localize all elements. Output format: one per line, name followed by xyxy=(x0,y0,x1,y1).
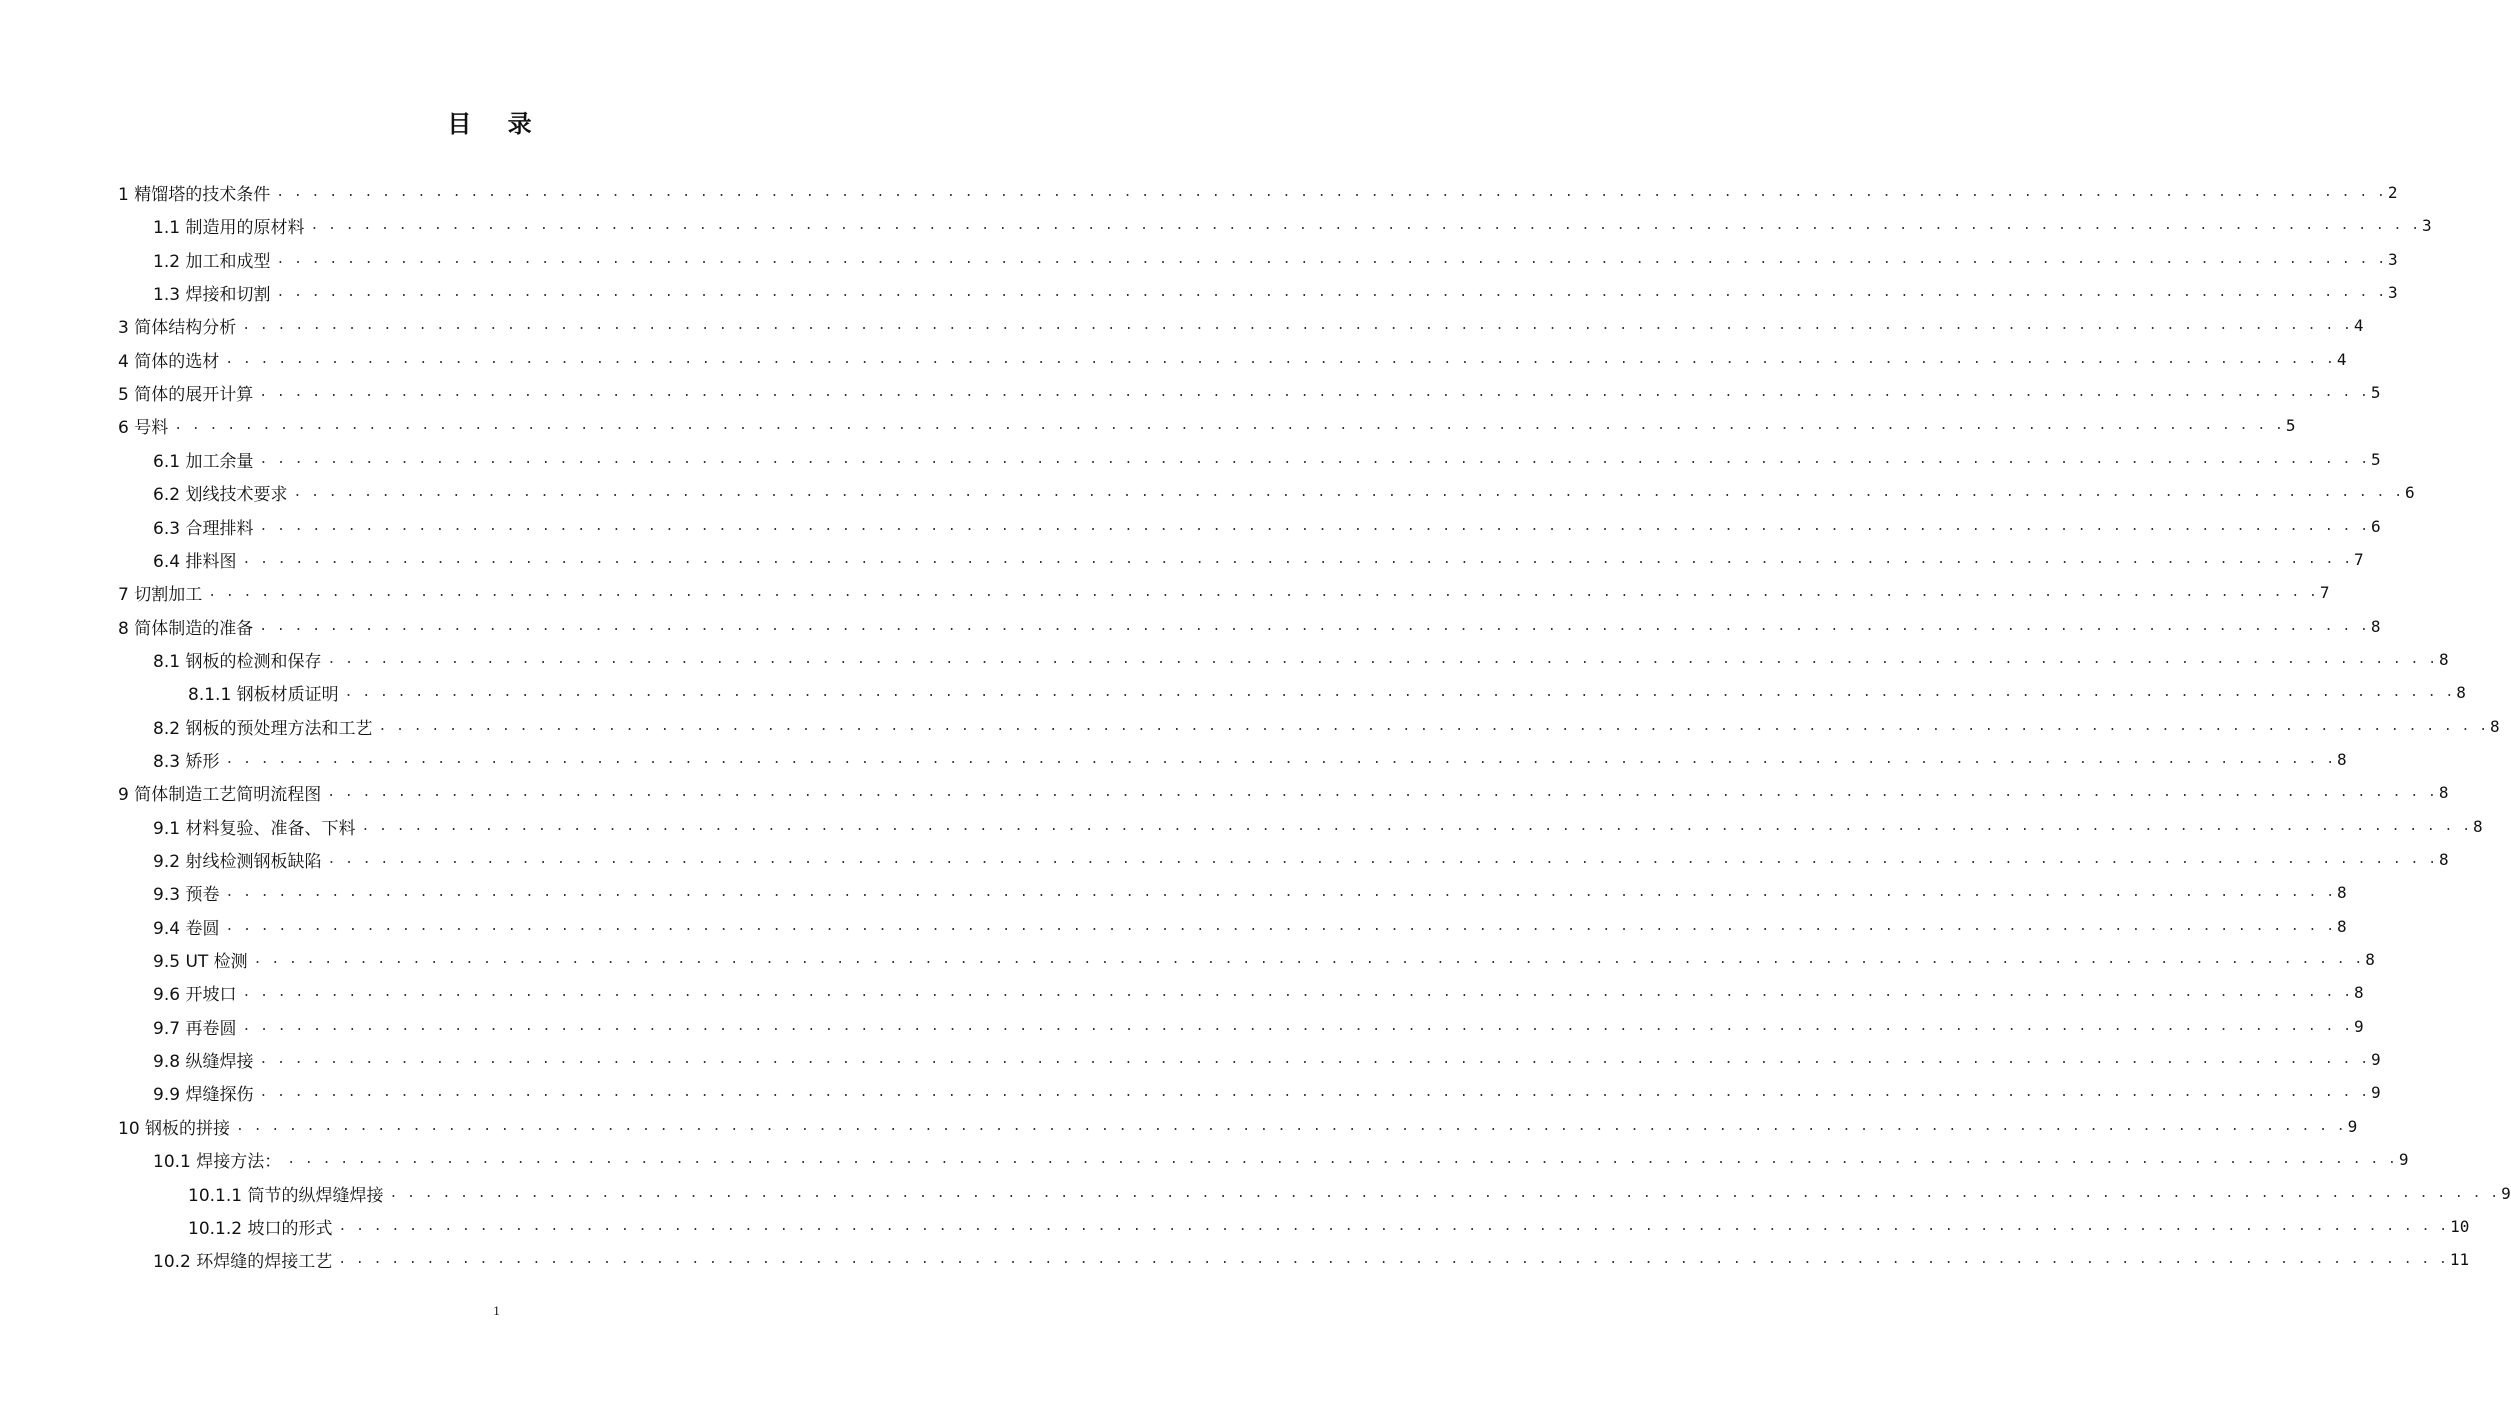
toc-entry-page: 9 xyxy=(2501,1183,2511,1203)
toc-entry-label: 1.2 加工和成型 xyxy=(153,251,271,272)
toc-entry[interactable] xyxy=(153,810,2483,843)
toc-entry-page: 6 xyxy=(2371,516,2381,536)
toc-dot-leader: . . . . . . . . . . . . . . . . . . . . . . . . . . . . . . . . . . . . . . . . . . . . . . . . . . . . . . . . . . . . . . . . . . . . . . . . . . . . . . . . . . . . . . . . . . . . . . . . . . . . . . . . . . . . . . . . . . . . . . . . xyxy=(236,1118,2346,1134)
toc-dot-leader: . . . . . . . . . . . . . . . . . . . . . . . . . . . . . . . . . . . . . . . . . . . . . . . . . . . . . . . . . . . . . . . . . . . . . . . . . . . . . . . . . . . . . . . . . . . . . . . . . . . . . . . . . . . . . . . . . . . . . . . . xyxy=(276,251,2387,267)
toc-entry-page: 8 xyxy=(2439,649,2449,669)
toc-entry-label: 9 简体制造工艺简明流程图 xyxy=(118,785,322,806)
toc-dot-leader: . . . . . . . . . . . . . . . . . . . . . . . . . . . . . . . . . . . . . . . . . . . . . . . . . . . . . . . . . . . . . . . . . . . . . . . . . . . . . . . . . . . . . . . . . . . . . . . . . . . . . . . . . . . . . . . . . . . . . . . . xyxy=(259,1085,2370,1101)
toc-entry-page: 7 xyxy=(2319,583,2330,603)
toc-entry-page: 3 xyxy=(2422,216,2432,236)
toc-entry-page: 10 xyxy=(2450,1216,2470,1236)
toc-dot-leader: . . . . . . . . . . . . . . . . . . . . . . . . . . . . . . . . . . . . . . . . . . . . . . . . . . . . . . . . . . . . . . . . . . . . . . . . . . . . . . . . . . . . . . . . . . . . . . . . . . . . . . . . . . . . . . . . . . . . . . . . xyxy=(242,551,2353,567)
toc-entry-label: 1.1 制造用的原材料 xyxy=(153,218,305,239)
toc-entry-label: 7 切割加工 xyxy=(118,585,203,606)
toc-dot-leader: . . . . . . . . . . . . . . . . . . . . . . . . . . . . . . . . . . . . . . . . . . . . . . . . . . . . . . . . . . . . . . . . . . . . . . . . . . . . . . . . . . . . . . . . . . . . . . . . . . . . . . . . . . . . . . . . . . . . . . . . xyxy=(259,618,2369,634)
toc-dot-leader: . . . . . . . . . . . . . . . . . . . . . . . . . . . . . . . . . . . . . . . . . . . . . . . . . . . . . . . . . . . . . . . . . . . . . . . . . . . . . . . . . . . . . . . . . . . . . . . . . . . . . . . . . . . . . . . . . . . . . . . . xyxy=(276,285,2387,301)
toc-entry[interactable] xyxy=(153,243,2398,276)
toc-entry[interactable] xyxy=(188,676,2466,709)
toc-entry-label: 8 简体制造的准备 xyxy=(118,618,254,639)
toc-dot-leader: . . . . . . . . . . . . . . . . . . . . . . . . . . . . . . . . . . . . . . . . . . . . . . . . . . . . . . . . . . . . . . . . . . . . . . . . . . . . . . . . . . . . . . . . . . . . . . . . . . . . . . . . . . . . . . . . . . . . . . . . xyxy=(310,218,2421,234)
toc-entry[interactable] xyxy=(153,876,2347,909)
toc-entry[interactable] xyxy=(118,1110,2358,1143)
toc-dot-leader: . . . . . . . . . . . . . . . . . . . . . . . . . . . . . . . . . . . . . . . . . . . . . . . . . . . . . . . . . . . . . . . . . . . . . . . . . . . . . . . . . . . . . . . . . . . . . . . . . . . . . . . . . . . . . . . . . . . . . . . . xyxy=(259,518,2370,534)
toc-entry-page: 8 xyxy=(2337,749,2347,769)
toc-entry-label: 8.3 矫形 xyxy=(153,751,220,772)
toc-entry-page: 5 xyxy=(2285,416,2296,436)
toc-entry-page: 8 xyxy=(2337,883,2347,903)
toc-entry-label: 6.3 合理排料 xyxy=(153,518,254,539)
toc-entry[interactable] xyxy=(118,409,2296,442)
toc-entry[interactable] xyxy=(118,776,2449,809)
toc-entry[interactable] xyxy=(153,943,2375,976)
toc-entry[interactable] xyxy=(118,176,2398,209)
toc-entry[interactable] xyxy=(153,976,2364,1009)
toc-entry[interactable] xyxy=(153,643,2449,676)
toc-entry-page: 8 xyxy=(2473,816,2483,836)
toc-dot-leader: . . . . . . . . . . . . . . . . . . . . . . . . . . . . . . . . . . . . . . . . . . . . . . . . . . . . . . . . . . . . . . . . . . . . . . . . . . . . . . . . . . . . . . . . . . . . . . . . . . . . . . . . . . . . . . . . . . . . . . . . xyxy=(259,1052,2370,1068)
toc-entry-label: 10.2 环焊缝的焊接工艺 xyxy=(153,1252,333,1273)
toc-entry-page: 9 xyxy=(2371,1050,2381,1070)
toc-dot-leader: . . . . . . . . . . . . . . . . . . . . . . . . . . . . . . . . . . . . . . . . . . . . . . . . . . . . . . . . . . . . . . . . . . . . . . . . . . . . . . . . . . . . . . . . . . . . . . . . . . . . . . . . . . . . . . . . . . . . . . . . xyxy=(259,385,2369,401)
toc-entry-label: 1.3 焊接和切割 xyxy=(153,285,271,306)
toc-entry[interactable] xyxy=(153,1010,2364,1043)
toc-dot-leader: . . . . . . . . . . . . . . . . . . . . . . . . . . . . . . . . . . . . . . . . . . . . . . . . . . . . . . . . . . . . . . . . . . . . . . . . . . . . . . . . . . . . . . . . . . . . . . . . . . . . . . . . . . . . . . . . . . . . . . . . xyxy=(361,818,2472,834)
toc-entry-label: 9.8 纵缝焊接 xyxy=(153,1052,254,1073)
toc-entry[interactable] xyxy=(153,476,2415,509)
toc-entry-label: 9.9 焊缝探伤 xyxy=(153,1085,254,1106)
toc-dot-leader: . . . . . . . . . . . . . . . . . . . . . . . . . . . . . . . . . . . . . . . . . . . . . . . . . . . . . . . . . . . . . . . . . . . . . . . . . . . . . . . . . . . . . . . . . . . . . . . . . . . . . . . . . . . . . . . . . . . . . . . . xyxy=(338,1218,2449,1234)
toc-entry[interactable] xyxy=(153,209,2432,242)
toc-dot-leader: . . . . . . . . . . . . . . . . . . . . . . . . . . . . . . . . . . . . . . . . . . . . . . . . . . . . . . . . . . . . . . . . . . . . . . . . . . . . . . . . . . . . . . . . . . . . . . . . . . . . . . . . . . . . . . . . . . . . . . . . xyxy=(242,1018,2353,1034)
toc-entry-page: 8 xyxy=(2370,616,2381,636)
toc-entry-page: 6 xyxy=(2405,483,2415,503)
toc-entry-label: 10.1.2 坡口的形式 xyxy=(188,1218,333,1239)
toc-entry-page: 8 xyxy=(2490,716,2500,736)
toc-dot-leader: . . . . . . . . . . . . . . . . . . . . . . . . . . . . . . . . . . . . . . . . . . . . . . . . . . . . . . . . . . . . . . . . . . . . . . . . . . . . . . . . . . . . . . . . . . . . . . . . . . . . . . . . . . . . . . . . . . . . . . . . xyxy=(225,918,2336,934)
toc-entry-page: 9 xyxy=(2354,1016,2364,1036)
toc-entry[interactable] xyxy=(153,910,2347,943)
toc-entry-label: 8.1 钢板的检测和保存 xyxy=(153,651,322,672)
toc-entry-label: 8.1.1 钢板材质证明 xyxy=(188,685,339,706)
toc-entry[interactable] xyxy=(153,543,2364,576)
toc-entry-page: 5 xyxy=(2370,383,2381,403)
toc-entry-label: 9.2 射线检测钢板缺陷 xyxy=(153,852,322,872)
page-number-footer: 1 xyxy=(493,1303,500,1318)
toc-dot-leader: . . . . . . . . . . . . . . . . . . . . . . . . . . . . . . . . . . . . . . . . . . . . . . . . . . . . . . . . . . . . . . . . . . . . . . . . . . . . . . . . . . . . . . . . . . . . . . . . . . . . . . . . . . . . . . . . . . . . . . . . xyxy=(174,418,2284,434)
toc-entry-page: 8 xyxy=(2439,850,2449,869)
toc-entry-page: 4 xyxy=(2336,349,2347,369)
toc-entry[interactable] xyxy=(153,276,2398,309)
toc-entry-page: 9 xyxy=(2371,1083,2381,1103)
toc-entry[interactable] xyxy=(153,843,2449,876)
toc-entry[interactable] xyxy=(153,743,2347,776)
toc-entry-label: 9.4 卷圆 xyxy=(153,918,220,939)
toc-entry-label: 10.1.1 筒节的纵焊缝焊接 xyxy=(188,1185,384,1206)
toc-dot-leader: . . . . . . . . . . . . . . . . . . . . . . . . . . . . . . . . . . . . . . . . . . . . . . . . . . . . . . . . . . . . . . . . . . . . . . . . . . . . . . . . . . . . . . . . . . . . . . . . . . . . . . . . . . . . . . . . . . . . . . . . xyxy=(225,885,2336,901)
toc-entry-page: 3 xyxy=(2388,283,2398,303)
toc-dot-leader: . . . . . . . . . . . . . . . . . . . . . . . . . . . . . . . . . . . . . . . . . . . . . . . . . . . . . . . . . . . . . . . . . . . . . . . . . . . . . . . . . . . . . . . . . . . . . . . . . . . . . . . . . . . . . . . . . . . . . . . . xyxy=(242,985,2353,1001)
toc-entry[interactable] xyxy=(153,1143,2409,1176)
toc-entry-page: 8 xyxy=(2438,783,2449,803)
toc-entry-page: 9 xyxy=(2398,1150,2409,1170)
toc-dot-leader: . . . . . . . . . . . . . . . . . . . . . . . . . . . . . . . . . . . . . . . . . . . . . . . . . . . . . . . . . . . . . . . . . . . . . . . . . . . . . . . . . . . . . . . . . . . . . . . . . . . . . . . . . . . . . . . . . . . . . . . . xyxy=(327,785,2437,801)
toc-entry-page: 8 xyxy=(2354,983,2364,1003)
toc-entry-page: 4 xyxy=(2353,316,2364,336)
toc-entry-page: 2 xyxy=(2387,183,2398,202)
toc-entry[interactable] xyxy=(118,610,2381,643)
toc-entry-label: 6.4 排料图 xyxy=(153,551,237,572)
toc-entry[interactable] xyxy=(153,1043,2381,1076)
toc-entry-label: 1 精馏塔的技术条件 xyxy=(118,185,271,205)
toc-entry-label: 4 简体的选材 xyxy=(118,351,220,372)
toc-dot-leader: . . . . . . . . . . . . . . . . . . . . . . . . . . . . . . . . . . . . . . . . . . . . . . . . . . . . . . . . . . . . . . . . . . . . . . . . . . . . . . . . . . . . . . . . . . . . . . . . . . . . . . . . . . . . . . . . . . . . . . . . xyxy=(344,685,2455,701)
toc-dot-leader: . . . . . . . . . . . . . . . . . . . . . . . . . . . . . . . . . . . . . . . . . . . . . . . . . . . . . . . . . . . . . . . . . . . . . . . . . . . . . . . . . . . . . . . . . . . . . . . . . . . . . . . . . . . . . . . . . . . . . . . . xyxy=(208,585,2318,601)
toc-entry-label: 9.7 再卷圆 xyxy=(153,1018,237,1039)
toc-entry[interactable] xyxy=(153,1076,2381,1109)
toc-entry-page: 7 xyxy=(2354,549,2364,569)
toc-dot-leader: . . . . . . . . . . . . . . . . . . . . . . . . . . . . . . . . . . . . . . . . . . . . . . . . . . . . . . . . . . . . . . . . . . . . . . . . . . . . . . . . . . . . . . . . . . . . . . . . . . . . . . . . . . . . . . . . . . . . . . . . xyxy=(327,852,2438,867)
toc-dot-leader: . . . . . . . . . . . . . . . . . . . . . . . . . . . . . . . . . . . . . . . . . . . . . . . . . . . . . . . . . . . . . . . . . . . . . . . . . . . . . . . . . . . . . . . . . . . . . . . . . . . . . . . . . . . . . . . . . . . . . . . . xyxy=(293,485,2404,501)
toc-dot-leader: . . . . . . . . . . . . . . . . . . . . . . . . . . . . . . . . . . . . . . . . . . . . . . . . . . . . . . . . . . . . . . . . . . . . . . . . . . . . . . . . . . . . . . . . . . . . . . . . . . . . . . . . . . . . . . . . . . . . . . . . xyxy=(259,451,2370,467)
toc-dot-leader: . . . . . . . . . . . . . . . . . . . . . . . . . . . . . . . . . . . . . . . . . . . . . . . . . . . . . . . . . . . . . . . . . . . . . . . . . . . . . . . . . . . . . . . . . . . . . . . . . . . . . . . . . . . . . . . . . . . . . . . . xyxy=(389,1185,2500,1201)
toc-entry-label: 10 钢板的拼接 xyxy=(118,1118,231,1139)
toc-entry[interactable] xyxy=(153,1243,2470,1276)
toc-entry-label: 10.1 焊接方法： xyxy=(153,1152,282,1173)
toc-entry[interactable] xyxy=(188,1177,2511,1210)
toc-entry-label: 9.3 预卷 xyxy=(153,885,220,906)
toc-dot-leader: . . . . . . . . . . . . . . . . . . . . . . . . . . . . . . . . . . . . . . . . . . . . . . . . . . . . . . . . . . . . . . . . . . . . . . . . . . . . . . . . . . . . . . . . . . . . . . . . . . . . . . . . . . . . . . . . . . . . . . . . xyxy=(378,718,2489,734)
toc-dot-leader: . . . . . . . . . . . . . . . . . . . . . . . . . . . . . . . . . . . . . . . . . . . . . . . . . . . . . . . . . . . . . . . . . . . . . . . . . . . . . . . . . . . . . . . . . . . . . . . . . . . . . . . . . . . . . . . . . . . . . . . . xyxy=(276,185,2386,200)
toc-entry-label: 9.1 材料复验、准备、下料 xyxy=(153,818,356,839)
toc-entry[interactable] xyxy=(153,510,2381,543)
toc-dot-leader: . . . . . . . . . . . . . . . . . . . . . . . . . . . . . . . . . . . . . . . . . . . . . . . . . . . . . . . . . . . . . . . . . . . . . . . . . . . . . . . . . . . . . . . . . . . . . . . . . . . . . . . . . . . . . . . . . . . . . . . . xyxy=(287,1152,2397,1168)
toc-entry-label: 6 号料 xyxy=(118,418,169,439)
toc-entry[interactable] xyxy=(118,309,2364,342)
toc-entry[interactable] xyxy=(118,376,2381,409)
toc-entry-label: 6.2 划线技术要求 xyxy=(153,485,288,506)
toc-entry-label: 9.6 开坡口 xyxy=(153,985,237,1006)
toc-dot-leader: . . . . . . . . . . . . . . . . . . . . . . . . . . . . . . . . . . . . . . . . . . . . . . . . . . . . . . . . . . . . . . . . . . . . . . . . . . . . . . . . . . . . . . . . . . . . . . . . . . . . . . . . . . . . . . . . . . . . . . . . xyxy=(253,952,2364,968)
toc-entry[interactable] xyxy=(153,710,2500,743)
toc-dot-leader: . . . . . . . . . . . . . . . . . . . . . . . . . . . . . . . . . . . . . . . . . . . . . . . . . . . . . . . . . . . . . . . . . . . . . . . . . . . . . . . . . . . . . . . . . . . . . . . . . . . . . . . . . . . . . . . . . . . . . . . . xyxy=(327,651,2438,667)
toc-dot-leader: . . . . . . . . . . . . . . . . . . . . . . . . . . . . . . . . . . . . . . . . . . . . . . . . . . . . . . . . . . . . . . . . . . . . . . . . . . . . . . . . . . . . . . . . . . . . . . . . . . . . . . . . . . . . . . . . . . . . . . . . xyxy=(225,751,2336,767)
toc-entry-label: 5 简体的展开计算 xyxy=(118,385,254,406)
toc-entry[interactable] xyxy=(118,343,2347,376)
toc-entry-label: 3 简体结构分析 xyxy=(118,318,237,339)
toc-entry-label: 9.5 UT 检测 xyxy=(153,952,248,973)
toc-entry[interactable] xyxy=(188,1210,2470,1243)
toc-dot-leader: . . . . . . . . . . . . . . . . . . . . . . . . . . . . . . . . . . . . . . . . . . . . . . . . . . . . . . . . . . . . . . . . . . . . . . . . . . . . . . . . . . . . . . . . . . . . . . . . . . . . . . . . . . . . . . . . . . . . . . . . xyxy=(338,1252,2448,1268)
toc-title: 目 录 xyxy=(447,110,546,138)
toc-entry[interactable] xyxy=(118,576,2330,609)
toc-entry-page: 11 xyxy=(2449,1250,2470,1270)
toc-dot-leader: . . . . . . . . . . . . . . . . . . . . . . . . . . . . . . . . . . . . . . . . . . . . . . . . . . . . . . . . . . . . . . . . . . . . . . . . . . . . . . . . . . . . . . . . . . . . . . . . . . . . . . . . . . . . . . . . . . . . . . . . xyxy=(242,318,2352,334)
toc-entry-label: 8.2 钢板的预处理方法和工艺 xyxy=(153,718,373,739)
toc-entry-page: 3 xyxy=(2388,249,2398,269)
toc-dot-leader: . . . . . . . . . . . . . . . . . . . . . . . . . . . . . . . . . . . . . . . . . . . . . . . . . . . . . . . . . . . . . . . . . . . . . . . . . . . . . . . . . . . . . . . . . . . . . . . . . . . . . . . . . . . . . . . . . . . . . . . . xyxy=(225,351,2335,367)
toc-entry-page: 8 xyxy=(2365,950,2375,970)
toc-entry-page: 9 xyxy=(2347,1116,2358,1136)
toc-entry-page: 8 xyxy=(2456,683,2466,703)
toc-entry-page: 8 xyxy=(2337,916,2347,936)
toc-entry[interactable] xyxy=(153,443,2381,476)
toc-entry-label: 6.1 加工余量 xyxy=(153,451,254,472)
toc-entry-page: 5 xyxy=(2371,449,2381,469)
